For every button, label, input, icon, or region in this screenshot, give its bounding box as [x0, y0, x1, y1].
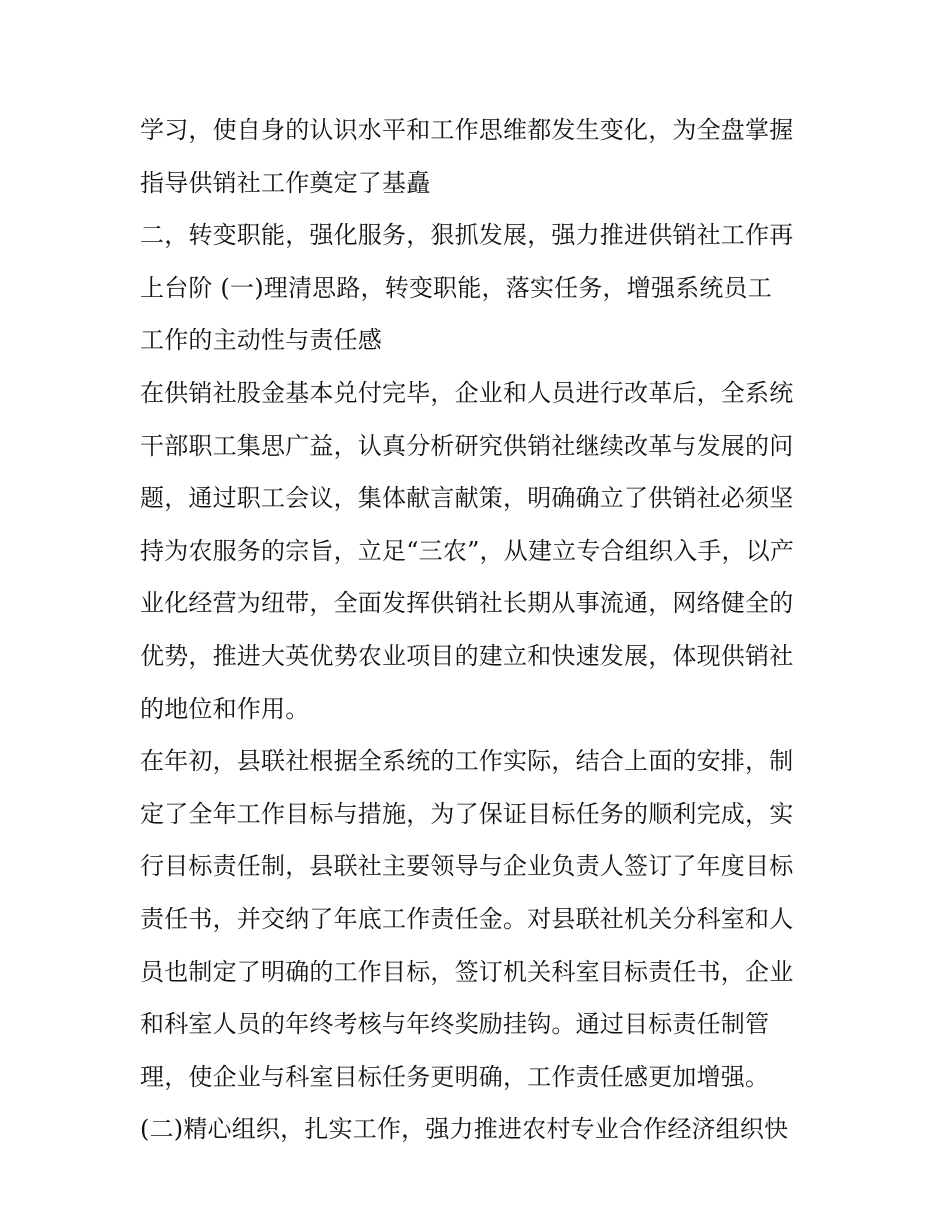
text-line: 员也制定了明确的工作目标，签订机关科室目标责任书，企业 [140, 957, 794, 986]
text-line: 指导供销社工作奠定了基矗 [140, 168, 431, 197]
text-line: 学习，使自身的认识水平和工作思维都发生变化，为全盘掌握 [140, 116, 794, 144]
text-line: 题，通过职工会议，集体献言献策，明确确立了供销社必须坚 [140, 484, 794, 513]
text-line: 理，使企业与科室目标任务更明确，工作责任感更加增强。 [140, 1062, 770, 1091]
text-line: 行目标责任制，县联社主要领导与企业负责人签订了年度目标 [140, 852, 794, 881]
section-heading-line: (二)精心组织，扎实工作，强力推进农村专业合作经济组织快 [140, 1115, 789, 1144]
text-line: 的地位和作用。 [140, 694, 310, 723]
text-line: 优势，推进大英优势农业项目的建立和快速发展，体现供销社 [140, 641, 794, 670]
text-line: 持为农服务的宗旨，立足“三农”，从建立专合组织入手，以产 [140, 536, 795, 565]
text-line: 干部职工集思广益，认真分析研究供销社继续改革与发展的问 [140, 431, 794, 460]
text-line: 工作的主动性与责任感 [140, 326, 382, 355]
text-line: 定了全年工作目标与措施，为了保证目标任务的顺利完成，实 [140, 799, 794, 828]
section-heading-line: 二，转变职能，强化服务，狠抓发展，强力推进供销社工作再 [140, 221, 794, 250]
text-line: 在供销社股金基本兑付完毕，企业和人员进行改革后，全系统 [140, 378, 794, 407]
text-line: 业化经营为纽带，全面发挥供销社长期从事流通，网络健全的 [140, 589, 794, 618]
text-line: 责任书，并交纳了年底工作责任金。对县联社机关分科室和人 [140, 904, 794, 933]
text-line: 和科室人员的年终考核与年终奖励挂钩。通过目标责任制管 [140, 1010, 770, 1039]
body-text [140, 104, 820, 1156]
section-heading-line: 上台阶 (一)理清思路，转变职能，落实任务，增强系统员工 [140, 273, 772, 302]
text-line: 在年初，县联社根据全系统的工作实际，结合上面的安排，制 [140, 747, 794, 776]
